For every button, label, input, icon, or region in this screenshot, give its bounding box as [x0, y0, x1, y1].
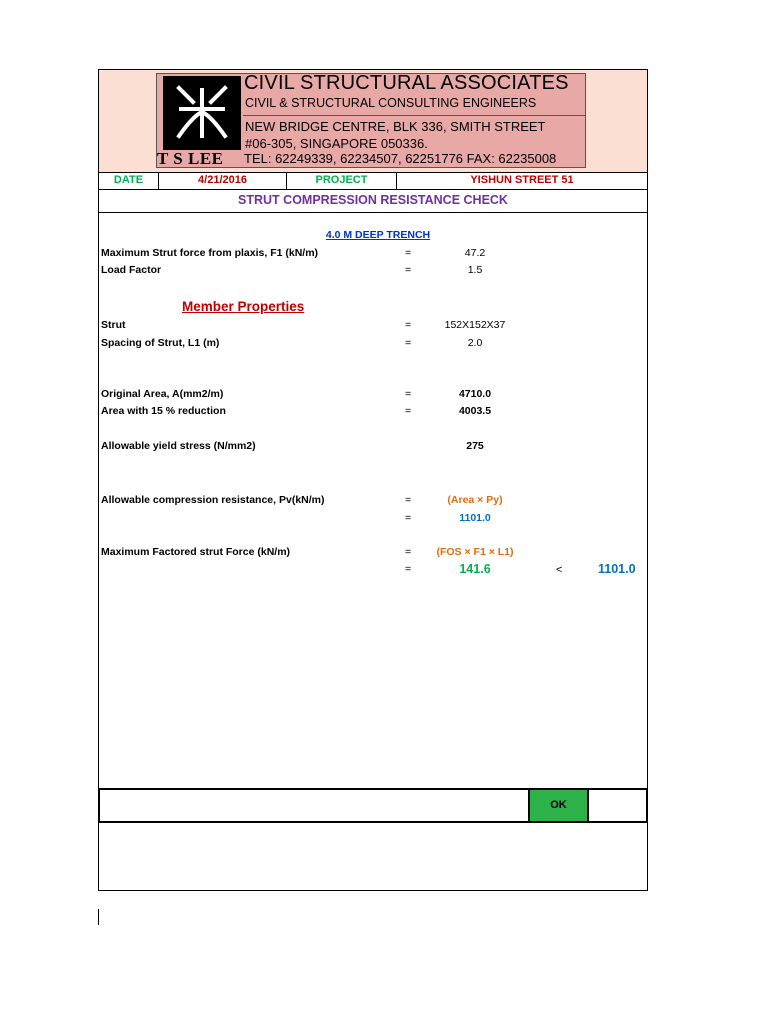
area-label: Original Area, A(mm2/m) — [101, 388, 224, 400]
result-ok-badge: OK — [528, 788, 589, 823]
load-factor-value[interactable]: 1.5 — [467, 264, 483, 276]
area-reduced-label: Area with 15 % reduction — [101, 405, 226, 417]
pv-formula: (Area × Py) — [447, 494, 503, 506]
area-value: 4710.0 — [458, 388, 492, 400]
strut-label: Strut — [101, 319, 126, 331]
equals-sign: = — [405, 388, 412, 400]
equals-sign: = — [405, 563, 412, 575]
fmax-value: 141.6 — [459, 562, 491, 576]
equals-sign: = — [405, 512, 412, 524]
compare-value: 1101.0 — [598, 562, 636, 576]
sheet-title: STRUT COMPRESSION RESISTANCE CHECK — [99, 189, 647, 213]
contact-line: TEL: 62249339, 62234507, 62251776 FAX: 62235008 — [244, 151, 557, 166]
equals-sign: = — [405, 337, 412, 349]
address-line-1: NEW BRIDGE CENTRE, BLK 336, SMITH STREET — [245, 119, 546, 134]
divider — [243, 115, 586, 116]
fmax-label: Maximum Factored strut Force (kN/m) — [101, 546, 291, 558]
project-value[interactable]: YISHUN STREET 51 — [396, 172, 647, 189]
less-than-sign: < — [556, 564, 563, 576]
equals-sign: = — [405, 494, 412, 506]
pv-value: 1101.0 — [459, 512, 491, 524]
equals-sign: = — [405, 264, 412, 276]
spacing-label: Spacing of Strut, L1 (m) — [101, 337, 220, 349]
logo-name: T S LEE — [157, 149, 224, 168]
fmax-formula: (FOS × F1 × L1) — [436, 546, 514, 558]
company-logo-icon — [163, 76, 241, 150]
date-label: DATE — [113, 174, 144, 186]
f1-label: Maximum Strut force from plaxis, F1 (kN/m) — [101, 247, 319, 259]
load-factor-label: Load Factor — [101, 264, 162, 276]
project-label: PROJECT — [286, 172, 396, 189]
member-properties-heading: Member Properties — [182, 299, 305, 314]
equals-sign: = — [405, 247, 412, 259]
area-reduced-value: 4003.5 — [458, 405, 492, 417]
equals-sign: = — [405, 546, 412, 558]
strut-value[interactable]: 152X152X37 — [444, 319, 506, 331]
yield-stress-label: Allowable yield stress (N/mm2) — [101, 440, 256, 452]
pv-label: Allowable compression resistance, Pv(kN/m) — [101, 494, 325, 506]
date-value[interactable]: 4/21/2016 — [158, 172, 286, 189]
section-heading: 4.0 M DEEP TRENCH — [325, 229, 431, 241]
spacing-value[interactable]: 2.0 — [467, 337, 483, 349]
equals-sign: = — [405, 319, 412, 331]
text-cursor — [98, 909, 99, 925]
f1-value[interactable]: 47.2 — [464, 247, 486, 259]
address-line-2: #06-305, SINGAPORE 050336. — [245, 136, 428, 151]
company-subtitle: CIVIL & STRUCTURAL CONSULTING ENGINEERS — [245, 96, 537, 110]
yield-stress-value[interactable]: 275 — [466, 440, 484, 452]
equals-sign: = — [405, 405, 412, 417]
company-name: CIVIL STRUCTURAL ASSOCIATES — [244, 72, 569, 94]
